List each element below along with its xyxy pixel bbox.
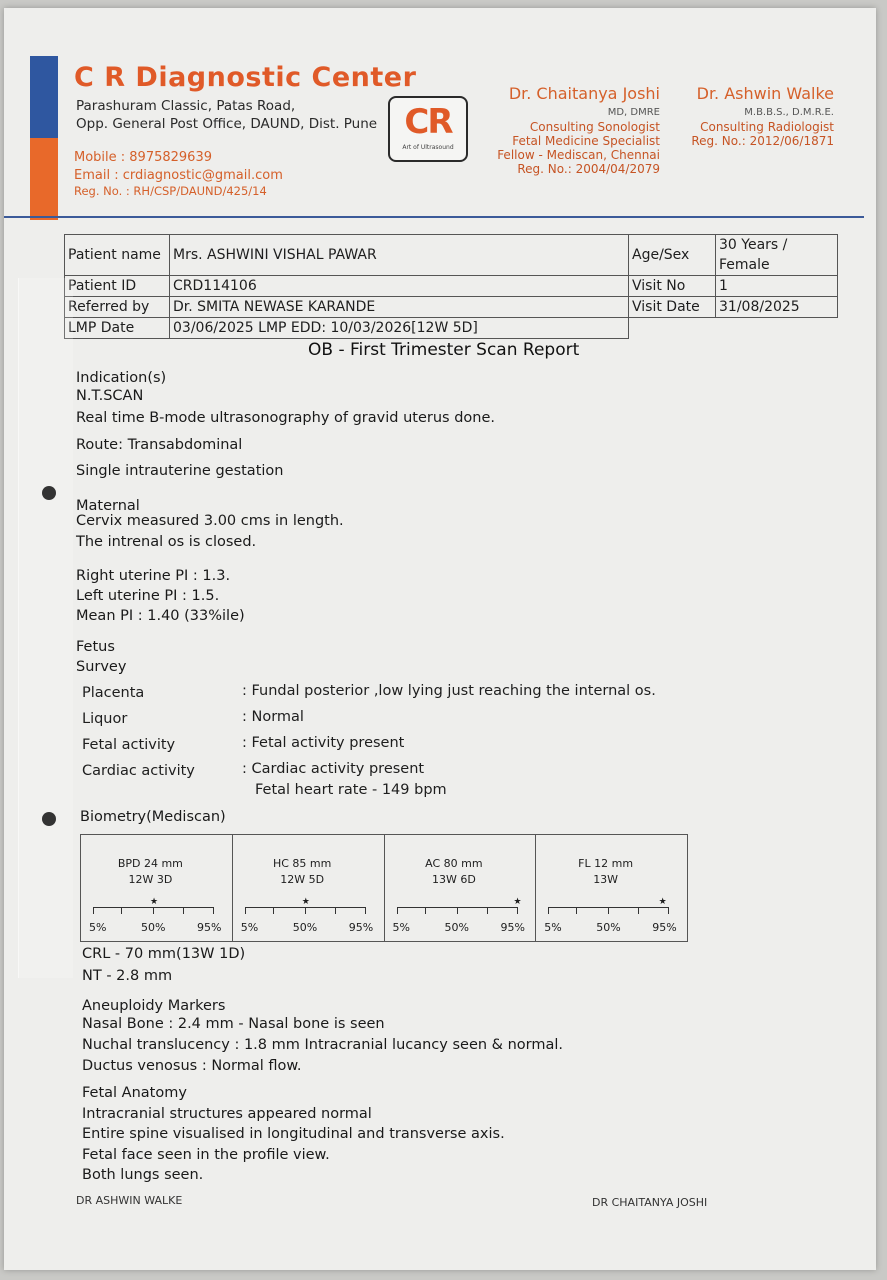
report-sheet (4, 8, 876, 1270)
anatomy-heading: Fetal Anatomy (82, 1085, 187, 1101)
percentile-label: 5% (392, 921, 410, 934)
biometry-age: 12W 3D (128, 873, 173, 886)
route-line: Route: Transabdominal (76, 437, 243, 453)
doctor1-name: Dr. Chaitanya Joshi (508, 84, 660, 103)
doctor1-qual: MD, DMRE (607, 107, 660, 118)
doctor2-name: Dr. Ashwin Walke (696, 84, 834, 103)
percentile-marker: ★ (301, 897, 310, 907)
fetal-heart-rate: Fetal heart rate - 149 bpm (255, 782, 447, 798)
survey-label-placenta: Placenta (82, 685, 145, 701)
fetus-heading: Fetus (76, 639, 115, 655)
patient-id-value: CRD114106 (170, 276, 629, 297)
biometry-age: 12W 5D (280, 873, 325, 886)
mean-pi: Mean PI : 1.40 (33%ile) (76, 608, 245, 624)
percentile-tick (487, 907, 488, 914)
cervix-line: Cervix measured 3.00 cms in length. (76, 513, 344, 529)
biometry-measure: FL 12 mm (578, 857, 634, 870)
cr-logo (388, 96, 468, 162)
survey-value-liquor: : Normal (242, 709, 304, 725)
ductus-line: Ductus venosus : Normal flow. (82, 1058, 302, 1074)
percentile-tick (365, 907, 366, 914)
logo-text: CR (404, 102, 452, 142)
visit-date-label: Visit Date (629, 297, 716, 318)
left-pi: Left uterine PI : 1.5. (76, 588, 220, 604)
brand-bar-blue (30, 56, 58, 138)
percentile-label: 95% (197, 921, 222, 934)
percentile-tick (93, 907, 94, 914)
percentile-tick (273, 907, 274, 914)
report-title: OB - First Trimester Scan Report (308, 340, 580, 360)
biometry-measure: BPD 24 mm (117, 857, 183, 870)
address-line-1: Parashuram Classic, Patas Road, (76, 98, 296, 114)
doctor2-reg: Reg. No.: 2012/06/1871 (691, 134, 834, 148)
survey-label-fetal-activity: Fetal activity (82, 737, 176, 753)
mobile: Mobile : 8975829639 (74, 150, 212, 165)
indication-heading: Indication(s) (76, 370, 167, 386)
visit-no-value: 1 (716, 276, 838, 297)
doctor1-line3: Fellow - Mediscan, Chennai (497, 148, 660, 162)
os-line: The intrenal os is closed. (76, 534, 257, 550)
center-reg-no: Reg. No. : RH/CSP/DAUND/425/14 (74, 184, 267, 198)
percentile-tick (638, 907, 639, 914)
doctor1-line2: Fetal Medicine Specialist (512, 134, 660, 148)
percentile-label: 5% (240, 921, 259, 934)
maternal-heading: Maternal (76, 498, 140, 514)
percentile-tick (548, 907, 549, 914)
percentile-tick (517, 907, 518, 914)
biometry-table (80, 834, 688, 942)
survey-value-placenta: : Fundal posterior ,low lying just reaching the internal os. (242, 683, 656, 699)
brand-bar-orange (30, 138, 58, 220)
percentile-marker: ★ (513, 897, 522, 907)
anatomy-line-2: Entire spine visualised in longitudinal and transverse axis. (82, 1126, 505, 1142)
signature-left: DR ASHWIN WALKE (76, 1194, 183, 1207)
percentile-tick (121, 907, 122, 914)
percentile-label: 50% (596, 921, 621, 934)
referred-by-label: Referred by (65, 297, 170, 318)
percentile-tick (457, 907, 458, 914)
biometry-cell (385, 835, 537, 941)
signature-right: DR CHAITANYA JOSHI (592, 1196, 708, 1209)
age-value: 30 Years / Female (716, 235, 838, 276)
biometry-cell (536, 835, 687, 941)
empty-cell (629, 318, 838, 339)
referred-by-value: Dr. SMITA NEWASE KARANDE (170, 297, 629, 318)
percentile-tick (153, 907, 154, 914)
percentile-tick (183, 907, 184, 914)
visit-date-value: 31/08/2025 (716, 297, 838, 318)
anatomy-line-4: Both lungs seen. (82, 1167, 204, 1183)
logo-tagline: Art of Ultrasound (402, 144, 454, 151)
percentile-label: 50% (444, 921, 469, 934)
percentile-label: 5% (89, 921, 107, 934)
address-line-2: Opp. General Post Office, DAUND, Dist. Pune (76, 116, 378, 132)
lmp-value: 03/06/2025 LMP EDD: 10/03/2026[12W 5D] (170, 318, 629, 339)
percentile-tick (245, 907, 246, 914)
right-pi: Right uterine PI : 1.3. (76, 568, 231, 584)
crl-line: CRL - 70 mm(13W 1D) (82, 946, 246, 962)
doctor2-qual: M.B.B.S., D.M.R.E. (744, 107, 834, 118)
nuchal-line: Nuchal translucency : 1.8 mm Intracranial lucancy seen & normal. (82, 1037, 563, 1053)
percentile-label: 95% (500, 921, 525, 934)
aneuploidy-heading: Aneuploidy Markers (82, 998, 226, 1014)
lmp-label: LMP Date (65, 318, 170, 339)
header-divider (4, 216, 864, 218)
patient-info-table (64, 234, 838, 339)
anatomy-line-3: Fetal face seen in the profile view. (82, 1147, 330, 1163)
biometry-measure: AC 80 mm (425, 857, 483, 870)
center-name: C R Diagnostic Center (74, 62, 417, 93)
punch-hole-bottom (42, 812, 56, 826)
survey-value-fetal-activity: : Fetal activity present (242, 735, 405, 751)
biometry-age: 13W 6D (431, 873, 476, 886)
survey-label-cardiac-activity: Cardiac activity (82, 763, 195, 779)
biometry-heading: Biometry(Mediscan) (80, 809, 226, 825)
doctor1-block (497, 84, 660, 176)
percentile-label: 95% (652, 921, 677, 934)
file-clip (18, 278, 73, 978)
survey-heading: Survey (76, 659, 127, 675)
biometry-cell (81, 835, 233, 941)
punch-hole-top (42, 486, 56, 500)
gestation-line: Single intrauterine gestation (76, 463, 284, 479)
bmode-line: Real time B-mode ultrasonography of gravid uterus done. (76, 410, 495, 426)
percentile-marker: ★ (658, 897, 667, 907)
percentile-tick (425, 907, 426, 914)
survey-label-liquor: Liquor (82, 711, 128, 727)
age-label: Age/Sex (629, 235, 716, 276)
patient-id-label: Patient ID (65, 276, 170, 297)
anatomy-line-1: Intracranial structures appeared normal (82, 1106, 372, 1122)
percentile-tick (305, 907, 306, 914)
doctor1-line1: Consulting Sonologist (529, 120, 660, 134)
biometry-age: 13W (593, 873, 619, 886)
email: Email : crdiagnostic@gmail.com (74, 168, 283, 183)
doctor1-reg: Reg. No.: 2004/04/2079 (517, 162, 660, 176)
nasal-bone-line: Nasal Bone : 2.4 mm - Nasal bone is seen (82, 1016, 385, 1032)
percentile-tick (397, 907, 398, 914)
percentile-label: 5% (544, 921, 562, 934)
percentile-tick (668, 907, 669, 914)
survey-value-cardiac-activity: : Cardiac activity present (242, 761, 425, 777)
biometry-cell (233, 835, 385, 941)
visit-no-label: Visit No (629, 276, 716, 297)
biometry-measure: HC 85 mm (272, 857, 332, 870)
percentile-tick (576, 907, 577, 914)
percentile-label: 95% (348, 921, 374, 934)
percentile-tick (213, 907, 214, 914)
percentile-tick (335, 907, 336, 914)
indication-value: N.T.SCAN (76, 388, 144, 404)
nt-line: NT - 2.8 mm (82, 968, 173, 984)
patient-name-label: Patient name (65, 235, 170, 276)
percentile-marker: ★ (150, 897, 159, 907)
percentile-tick (608, 907, 609, 914)
patient-name-value: Mrs. ASHWINI VISHAL PAWAR (170, 235, 629, 276)
doctor2-block (691, 84, 834, 148)
percentile-label: 50% (292, 921, 318, 934)
doctor2-line1: Consulting Radiologist (700, 120, 834, 134)
percentile-label: 50% (141, 921, 166, 934)
